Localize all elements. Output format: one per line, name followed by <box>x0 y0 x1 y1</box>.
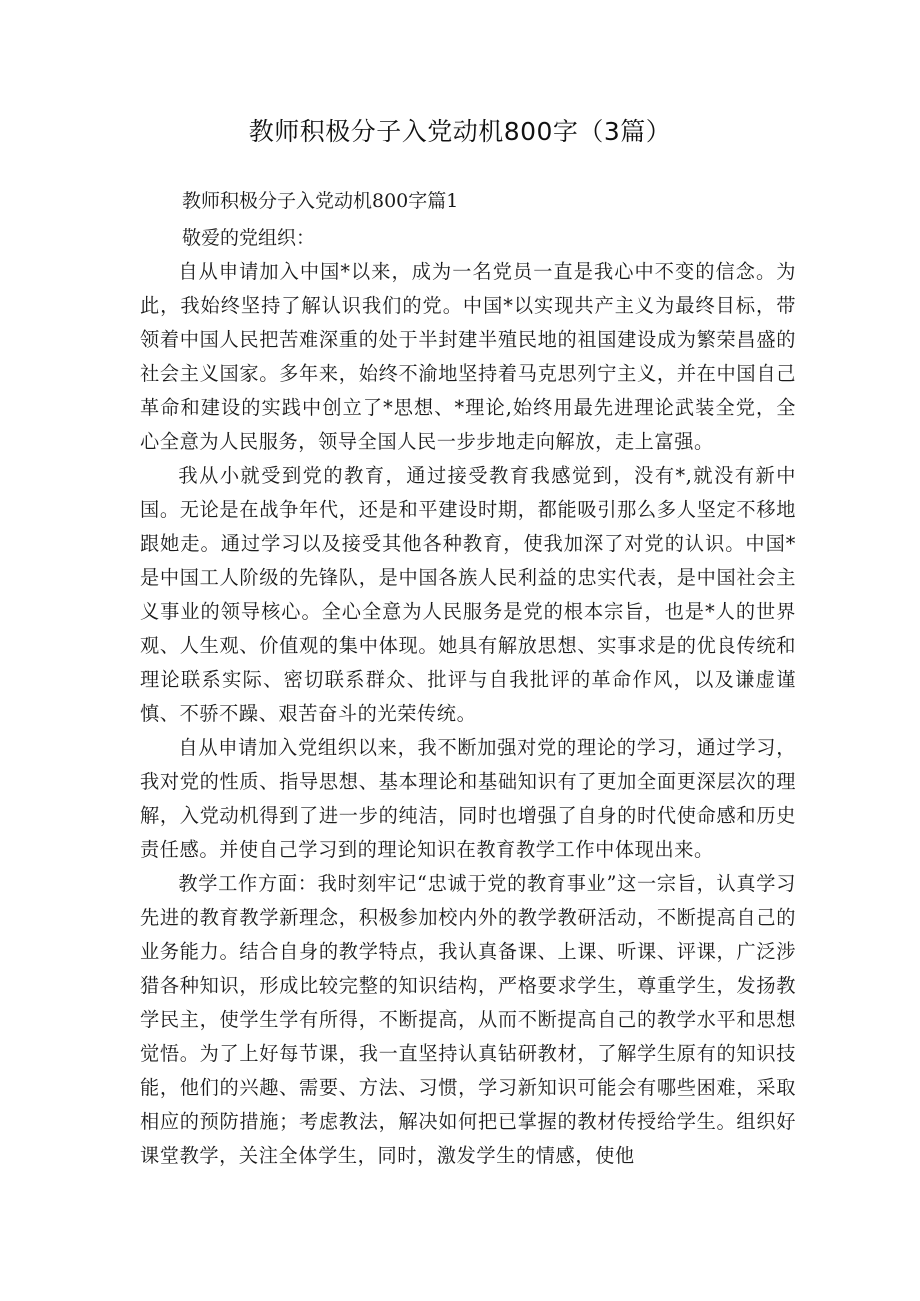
document-title: 教师积极分子入党动机800字（3篇） <box>248 117 672 146</box>
section-heading: 教师积极分子入党动机800字篇1 <box>182 190 459 212</box>
body-text <box>140 255 796 1173</box>
paragraph: 教学工作方面：我时刻牢记“忠诚于党的教育事业”这一宗旨，认真学习先进的教育教学新理念，积极参加校内外的教学教研活动，不断提高自己的业务能力。结合自身的教学特点，我认真备课、上课、听课、评课，广泛涉猎各种知识，形成比较完整的知识结构，严格要求学生，尊重学生，发扬教学民主，使学生学有所得，不断提高，从而不断提高自己的教学水平和思想觉悟。为了上好每节课，我一直坚持认真钻研教材，了解学生原有的知识技能，他们的兴趣、需要、方法、习惯，学习新知识可能会有哪些困难，采取相应的预防措施；考虑教法，解决如何把已掌握的教材传授给学生。组织好课堂教学，关注全体学生，同时，激发学生的情感，使他 <box>140 872 796 1167</box>
paragraph: 我从小就受到党的教育，通过接受教育我感觉到，没有*,就没有新中国。无论是在战争年代，还是和平建设时期，都能吸引那么多人坚定不移地跟她走。通过学习以及接受其他各种教育，使我加深了对党的认识。中国*是中国工人阶级的先锋队，是中国各族人民利益的忠实代表，是中国社会主义事业的领导核心。全心全意为人民服务是党的根本宗旨，也是*人的世界观、人生观、价值观的集中体现。她具有解放思想、实事求是的优良传统和理论联系实际、密切联系群众、批评与自我批评的革命作风，以及谦虚谨慎、不骄不躁、艰苦奋斗的光荣传统。 <box>140 464 796 725</box>
salutation: 敬爱的党组织： <box>182 227 316 249</box>
paragraph: 自从申请加入党组织以来，我不断加强对党的理论的学习，通过学习，我对党的性质、指导思想、基本理论和基础知识有了更加全面更深层次的理解，入党动机得到了进一步的纯洁，同时也增强了自身的时代使命感和历史责任感。并使自己学习到的理论知识在教育教学工作中体现出来。 <box>140 736 796 861</box>
paragraph: 自从申请加入中国*以来，成为一名党员一直是我心中不变的信念。为此，我始终坚持了解认识我们的党。中国*以实现共产主义为最终目标，带领着中国人民把苦难深重的处于半封建半殖民地的祖国建设成为繁荣昌盛的社会主义国家。多年来，始终不渝地坚持着马克思列宁主义，并在中国自己革命和建设的实践中创立了*思想、*理论,始终用最先进理论武装全党，全心全意为人民服务，领导全国人民一步步地走向解放，走上富强。 <box>140 260 796 453</box>
